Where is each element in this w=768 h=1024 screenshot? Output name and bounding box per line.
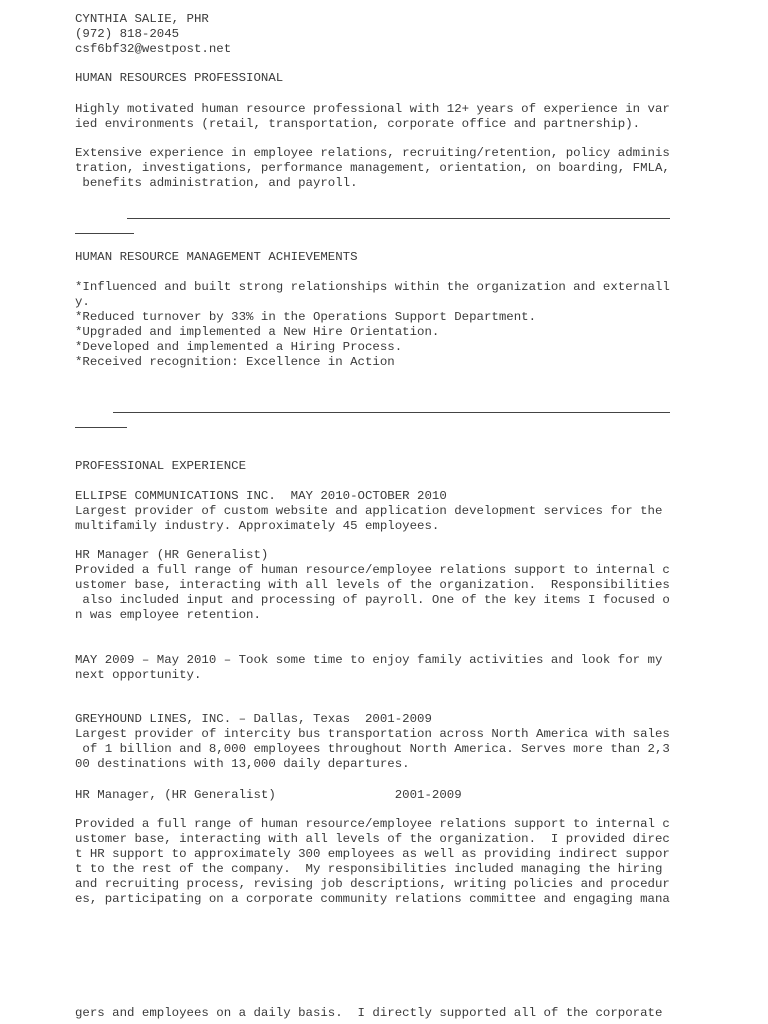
summary-line: benefits administration, and payroll. [75,176,358,190]
summary-line: ied environments (retail, transportation, corporate office and partnership). [75,117,641,131]
job-role: HR Manager (HR Generalist) [75,548,269,562]
job-header: GREYHOUND LINES, INC. – Dallas, Texas 2001-2009 [75,712,432,726]
contact-email: csf6bf32@westpost.net [75,42,232,56]
contact-phone: (972) 818-2045 [75,27,180,41]
job-detail: t HR support to approximately 300 employees as well as providing indirect suppor [75,847,670,861]
job-detail-continuation: gers and employees on a daily basis. I directly supported all of the corporate [75,1006,663,1020]
job-detail: Provided a full range of human resource/employee relations support to internal c [75,817,670,831]
achievement-line: *Reduced turnover by 33% in the Operations Support Department. [75,310,537,324]
contact-name: CYNTHIA SALIE, PHR [75,12,209,26]
career-gap: next opportunity. [75,668,202,682]
job-detail: n was employee retention. [75,608,261,622]
company-description: Largest provider of intercity bus transportation across North America with sales [75,727,670,741]
company-description: 00 destinations with 13,000 daily departures. [75,757,410,771]
achievement-line: *Developed and implemented a Hiring Process. [75,340,403,354]
section-divider [127,218,670,219]
job-role: HR Manager, (HR Generalist) 2001-2009 [75,788,462,802]
achievement-line: y. [75,295,90,309]
job-detail: Provided a full range of human resource/employee relations support to internal c [75,563,670,577]
summary-line: tration, investigations, performance management, orientation, on boarding, FMLA, [75,161,670,175]
job-detail: also included input and processing of payroll. One of the key items I focused o [75,593,670,607]
job-detail: ustomer base, interacting with all levels of the organization. I provided direc [75,832,670,846]
job-header: ELLIPSE COMMUNICATIONS INC. MAY 2010-OCTOBER 2010 [75,489,447,503]
company-description: of 1 billion and 8,000 employees throughout North America. Serves more than 2,3 [75,742,670,756]
company-description: multifamily industry. Approximately 45 employees. [75,519,440,533]
headline: HUMAN RESOURCES PROFESSIONAL [75,71,284,85]
section-divider-tail [75,427,127,428]
job-detail: t to the rest of the company. My responsibilities included managing the hiring [75,862,663,876]
job-detail: ustomer base, interacting with all levels of the organization. Responsibilities [75,578,670,592]
summary-line: Extensive experience in employee relations, recruiting/retention, policy adminis [75,146,670,160]
company-description: Largest provider of custom website and application development services for the [75,504,663,518]
achievement-line: *Upgraded and implemented a New Hire Orientation. [75,325,440,339]
achievements-heading: HUMAN RESOURCE MANAGEMENT ACHIEVEMENTS [75,250,358,264]
summary-line: Highly motivated human resource professional with 12+ years of experience in var [75,102,670,116]
section-divider [113,412,670,413]
experience-heading: PROFESSIONAL EXPERIENCE [75,459,247,473]
achievement-line: *Influenced and built strong relationships within the organization and externall [75,280,670,294]
section-divider-tail [75,233,134,234]
job-detail: es, participating on a corporate community relations committee and engaging mana [75,892,670,906]
achievement-line: *Received recognition: Excellence in Action [75,355,395,369]
job-detail: and recruiting process, revising job descriptions, writing policies and procedur [75,877,670,891]
career-gap: MAY 2009 – May 2010 – Took some time to enjoy family activities and look for my [75,653,663,667]
